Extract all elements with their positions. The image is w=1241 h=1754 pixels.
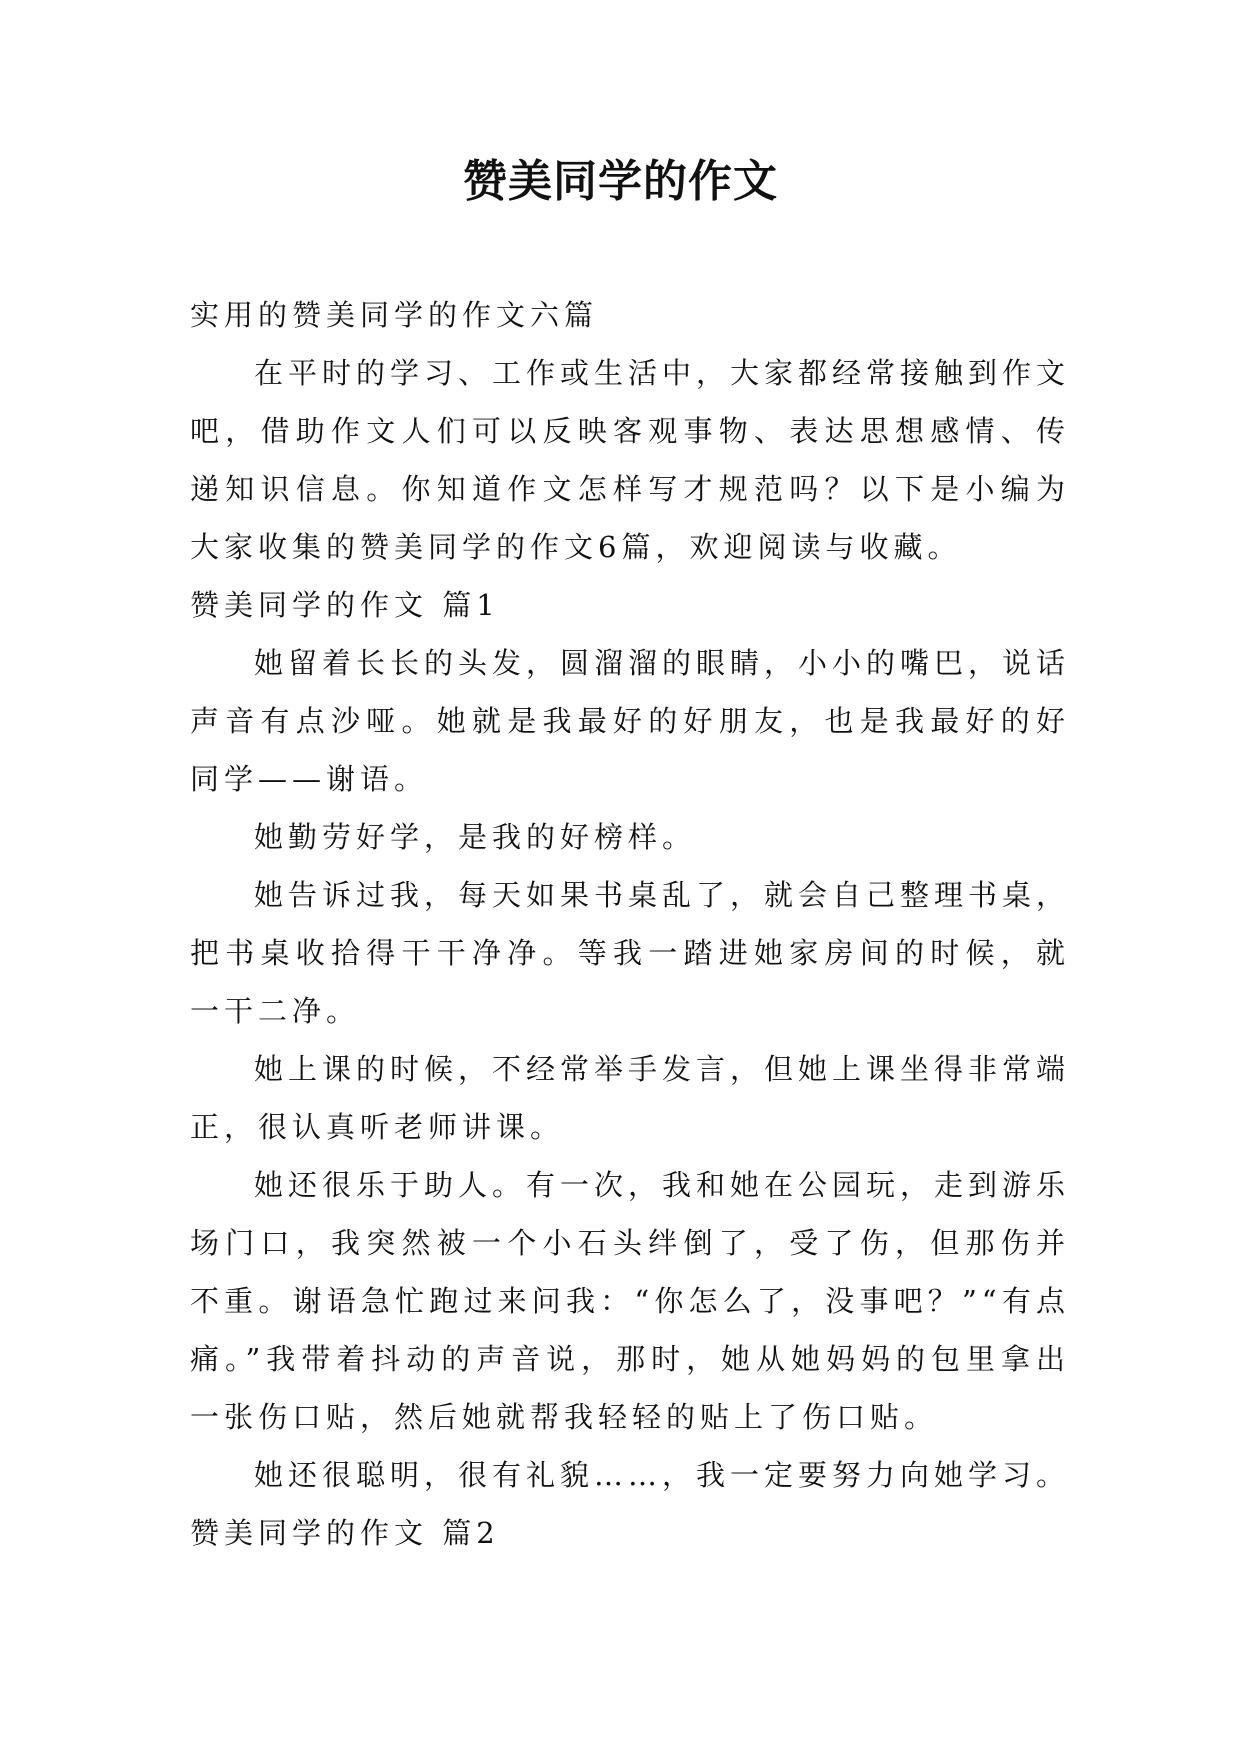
- paragraph-1-3: 她告诉过我，每天如果书桌乱了，就会自己整理书桌，把书桌收拾得干干净净。等我一踏进她家房间的时候，就一干二净。: [190, 878, 1071, 1028]
- document-body: [190, 286, 1070, 1562]
- paragraph-1-5: 她还很乐于助人。有一次，我和她在公园玩，走到游乐场门口，我突然被一个小石头绊倒了，受了伤，但那伤并不重。谢语急忙跑过来问我：“你怎么了，没事吧？”“有点痛。”我带着抖动的声音说，那时，她从她妈妈的包里拿出一张伤口贴，然后她就帮我轻轻的贴上了伤口贴。: [190, 1168, 1071, 1434]
- section-heading-2: 赞美同学的作文 篇2: [190, 1516, 500, 1550]
- section-heading-1: 赞美同学的作文 篇1: [190, 588, 500, 622]
- paragraph-1-6: 她还很聪明，很有礼貌……，我一定要努力向她学习。: [254, 1458, 1071, 1492]
- paragraph-1-2: 她勤劳好学，是我的好榜样。: [254, 820, 697, 854]
- paragraph-1-1: 她留着长长的头发，圆溜溜的眼睛，小小的嘴巴，说话声音有点沙哑。她就是我最好的好朋友，也是我最好的好同学——谢语。: [190, 646, 1071, 796]
- intro-paragraph: 在平时的学习、工作或生活中，大家都经常接触到作文吧，借助作文人们可以反映客观事物、表达思想感情、传递知识信息。你知道作文怎样写才规范吗？以下是小编为大家收集的赞美同学的作文6篇，欢迎阅读与收藏。: [190, 356, 1071, 564]
- paragraph-1-4: 她上课的时候，不经常举手发言，但她上课坐得非常端正，很认真听老师讲课。: [190, 1052, 1071, 1144]
- document-subtitle: 实用的赞美同学的作文六篇: [190, 298, 599, 332]
- document-title: 赞美同学的作文: [463, 156, 778, 207]
